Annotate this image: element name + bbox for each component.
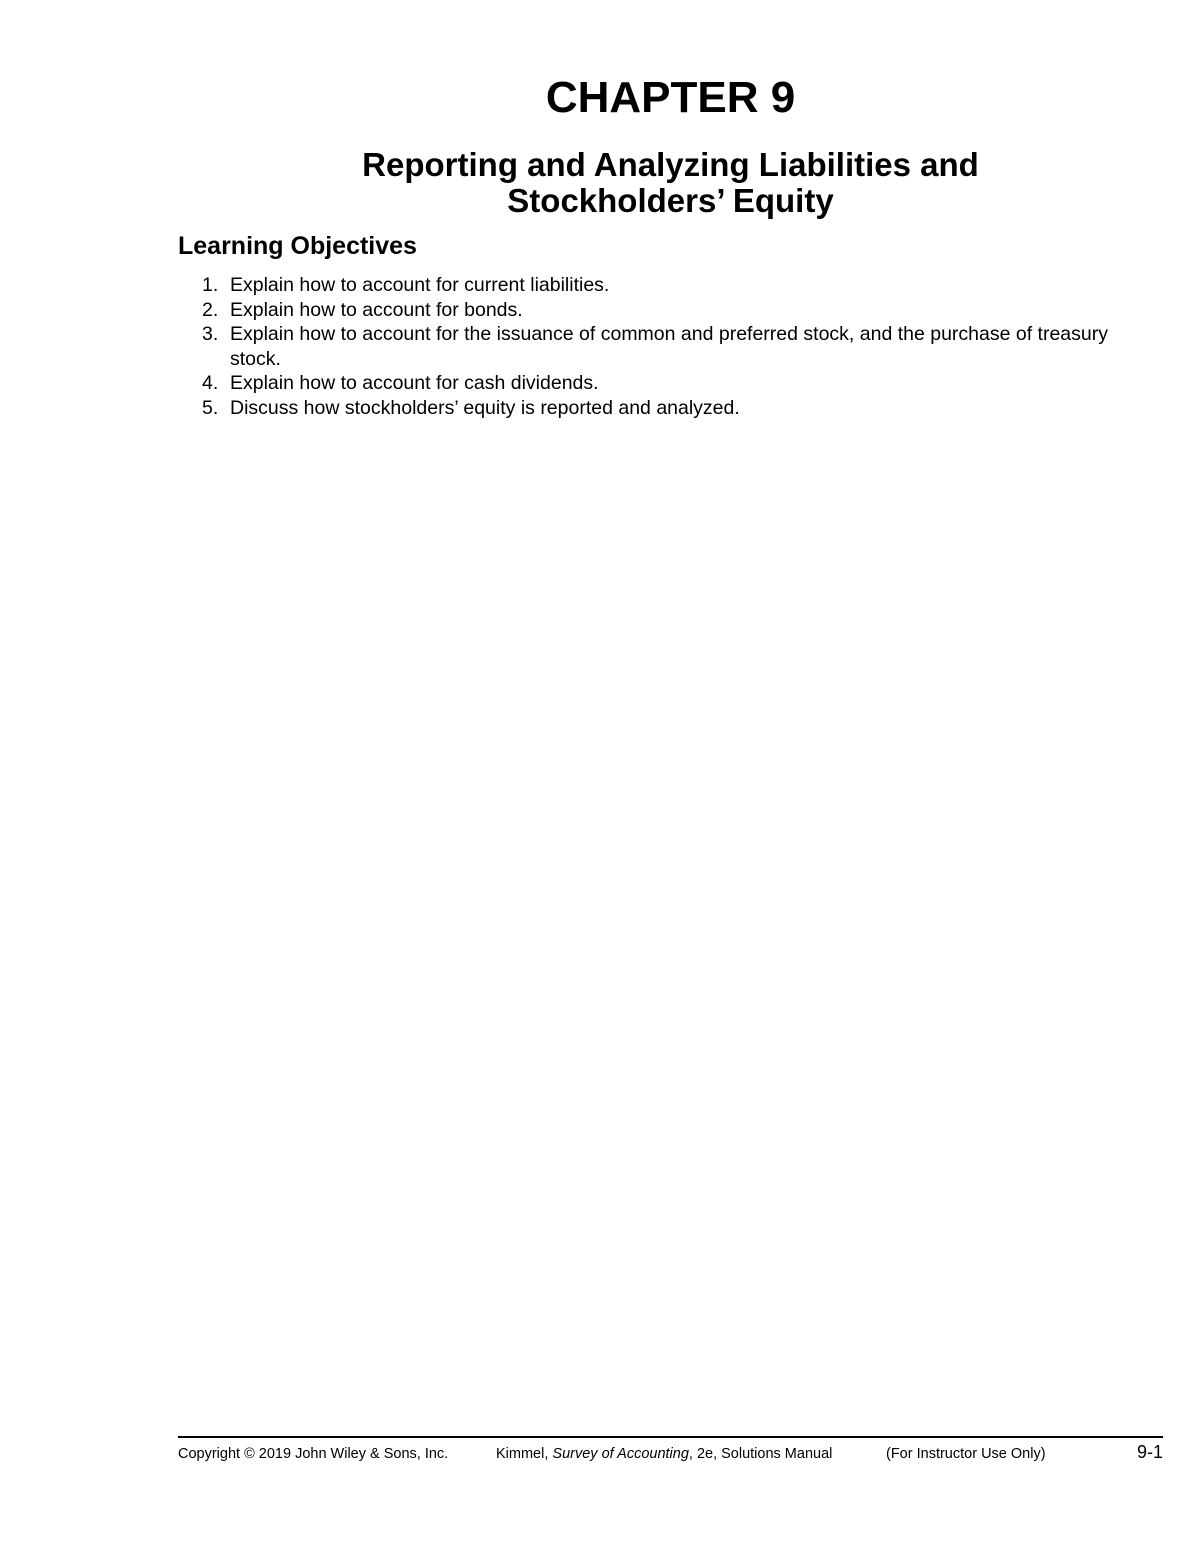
footer-book-title: Survey of Accounting: [552, 1446, 689, 1462]
list-item: [178, 396, 1138, 421]
chapter-subtitle: [178, 147, 1163, 219]
list-item-number: 5.: [202, 396, 219, 419]
learning-objectives-list: [178, 273, 1138, 420]
footer-divider: [178, 1436, 1163, 1438]
footer-author: Kimmel,: [496, 1446, 549, 1462]
chapter-subtitle-line-2: Stockholders’ Equity: [507, 182, 834, 219]
list-item-text: Explain how to account for cash dividends.: [230, 372, 599, 394]
footer-usage-note: (For Instructor Use Only): [886, 1446, 1046, 1462]
page-number: 9-1: [1136, 1442, 1163, 1462]
list-item-text: Discuss how stockholders’ equity is reported and analyzed.: [230, 396, 740, 419]
learning-objectives-heading: Learning Objectives: [178, 232, 417, 260]
footer-book-citation: [496, 1445, 832, 1463]
list-item-text: Explain how to account for bonds.: [230, 298, 523, 321]
list-item-number: 3.: [202, 323, 219, 345]
list-item: [178, 273, 1138, 298]
chapter-title: CHAPTER 9: [545, 73, 796, 122]
list-item-number: 1.: [202, 274, 219, 296]
list-item-number: 2.: [202, 298, 219, 321]
footer-edition: , 2e, Solutions Manual: [688, 1446, 833, 1462]
list-item: [178, 298, 1138, 323]
chapter-subtitle-line-1: Reporting and Analyzing Liabilities and: [362, 146, 979, 183]
list-item-text: Explain how to account for the issuance of common and preferred stock, and the purchase of treasury stock.: [230, 323, 1108, 370]
list-item: [178, 371, 1138, 396]
list-item-text: Explain how to account for current liabilities.: [230, 274, 610, 296]
footer-copyright: Copyright © 2019 John Wiley & Sons, Inc.: [178, 1446, 449, 1462]
list-item-number: 4.: [202, 372, 219, 394]
list-item: [178, 322, 1138, 371]
